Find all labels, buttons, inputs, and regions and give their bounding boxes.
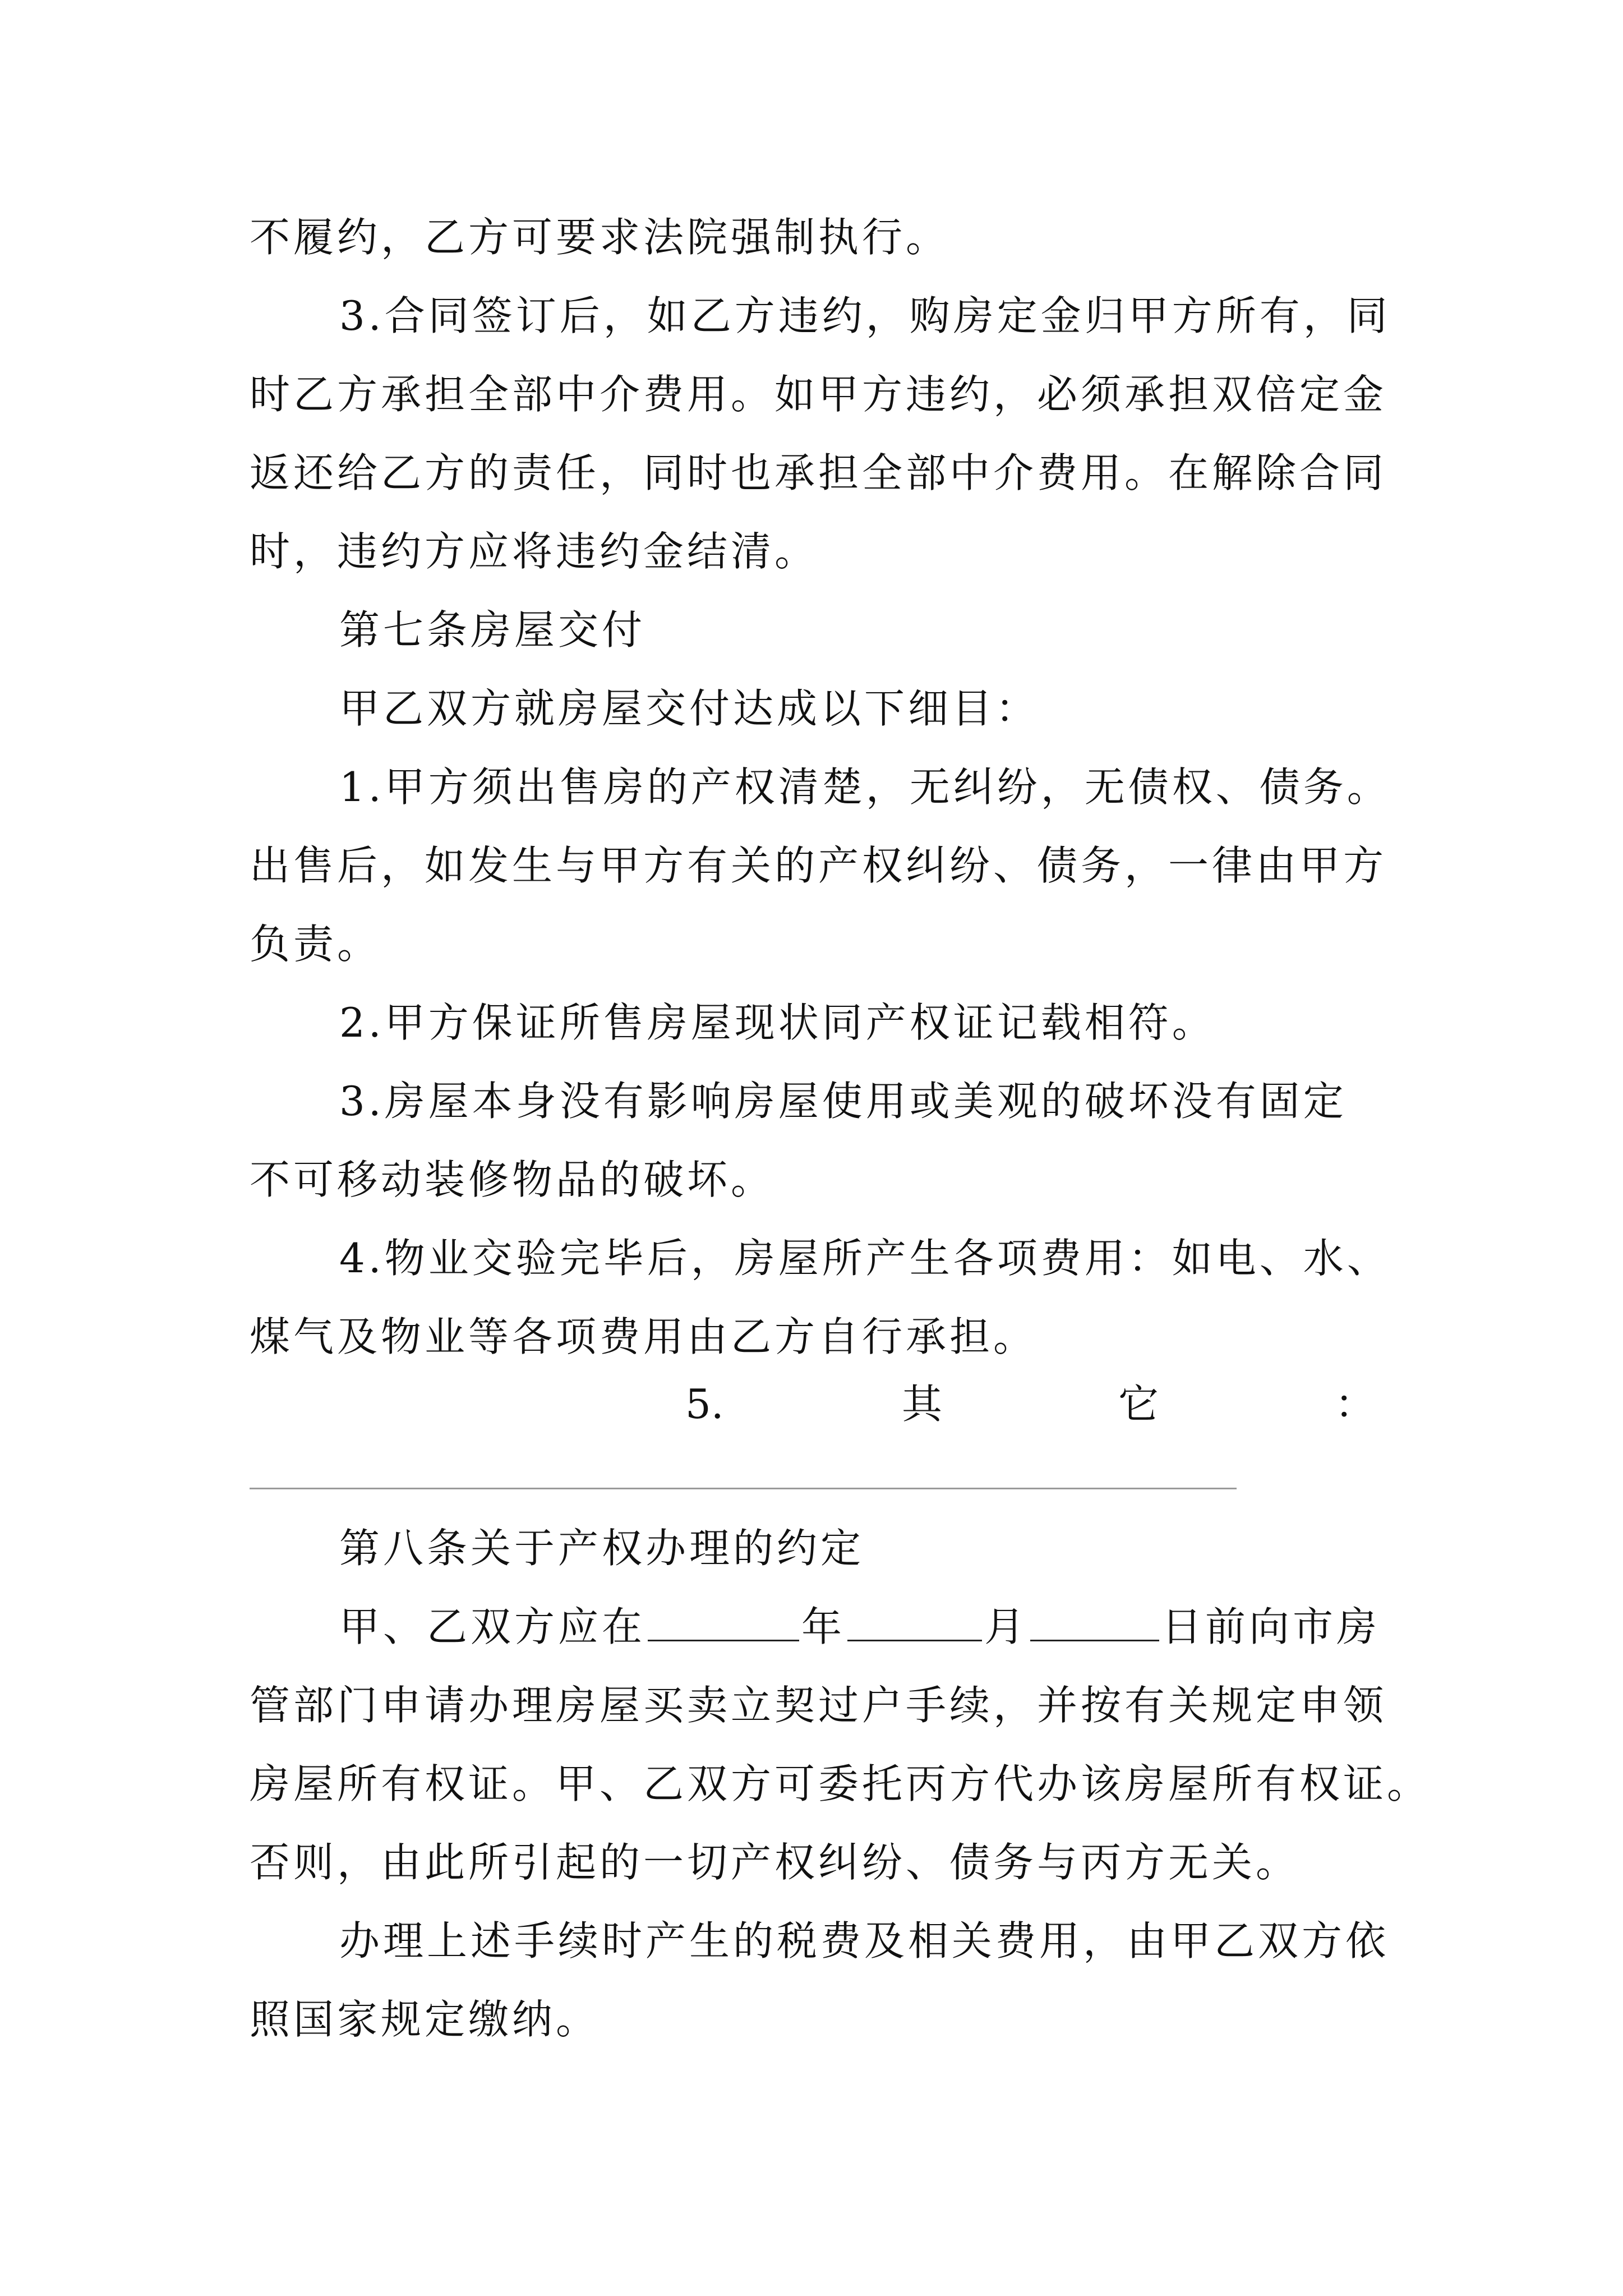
article-8-line-4	[250, 1832, 1394, 1893]
article-8-fees-line-1	[339, 1910, 1394, 1972]
clause-7-1-line-2	[250, 835, 1394, 896]
text-line: 甲乙双方就房屋交付达成以下细目：	[339, 685, 1040, 732]
text-line: 煤气及物业等各项费用由乙方自行承担。	[250, 1313, 1038, 1360]
text-line: 时乙方承担全部中介费用。如甲方违约，必须承担双倍定金	[250, 371, 1387, 418]
fill-in-line	[250, 1488, 1237, 1489]
text-line: 照国家规定缴纳。	[250, 1996, 600, 2043]
paragraph-line-1	[250, 206, 1394, 268]
clause-7-4-line-1	[339, 1227, 1394, 1289]
month-label: 月	[984, 1603, 1029, 1650]
clause-7-3-line-2	[250, 1149, 1394, 1211]
text-line: 不可移动装修物品的破坏。	[250, 1156, 775, 1203]
text-line: 不履约，乙方可要求法院强制执行。	[250, 214, 950, 261]
text-line: 4.物业交验完毕后，房屋所产生各项费用：如电、水、	[339, 1235, 1391, 1282]
section-heading: 第七条房屋交付	[339, 606, 646, 654]
month-blank	[847, 1596, 982, 1641]
article-8-line-3	[250, 1753, 1431, 1815]
article-8-heading	[339, 1517, 1394, 1579]
clause-7-1-line-3	[250, 913, 1394, 975]
text-line: 管部门申请办理房屋买卖立契过户手续，并按有关规定申领	[250, 1682, 1387, 1729]
text-line: 返还给乙方的责任，同时也承担全部中介费用。在解除合同	[250, 449, 1387, 496]
article-7-heading	[339, 599, 1394, 661]
clause-7-5-char-2: 它	[1118, 1381, 1159, 1428]
article-7-intro	[339, 678, 1394, 739]
section-heading: 第八条关于产权办理的约定	[339, 1525, 865, 1572]
clause-6-3-line-3	[250, 442, 1394, 504]
text-line: 房屋所有权证。甲、乙双方可委托丙方代办该房屋所有权证。	[250, 1760, 1431, 1807]
clause-7-2	[339, 992, 1394, 1053]
text-line: 时，违约方应将违约金结清。	[250, 528, 819, 575]
day-blank	[1030, 1596, 1159, 1641]
clause-7-3-line-1	[339, 1070, 1394, 1132]
year-blank	[648, 1596, 799, 1641]
article-8-line-1	[339, 1596, 1394, 1658]
article-8-line-2	[250, 1674, 1394, 1736]
text-line: 负责。	[250, 921, 381, 968]
clause-7-5-number: 5.	[685, 1381, 724, 1428]
text-line: 3.房屋本身没有影响房屋使用或美观的破坏没有固定	[339, 1078, 1347, 1125]
text-line: 办理上述手续时产生的税费及相关费用，由甲乙双方依	[339, 1917, 1390, 1964]
clause-7-5-colon: ：	[1335, 1381, 1376, 1428]
clause-6-3-line-2	[250, 364, 1394, 425]
text-segment: 日前向市房	[1161, 1603, 1381, 1650]
clause-7-4-line-2	[250, 1306, 1394, 1368]
text-segment: 甲、乙双方应在	[339, 1603, 646, 1650]
text-line: 2.甲方保证所售房屋现状同产权证记载相符。	[339, 999, 1216, 1046]
clause-7-5-char-1: 其	[902, 1381, 943, 1428]
text-line: 否则，由此所引起的一切产权纠纷、债务与丙方无关。	[250, 1839, 1300, 1886]
text-line: 出售后，如发生与甲方有关的产权纠纷、债务，一律由甲方	[250, 842, 1387, 889]
clause-7-1-line-1	[339, 756, 1394, 818]
clause-6-3-line-1	[339, 285, 1394, 347]
clause-6-3-line-4	[250, 521, 1394, 582]
year-label: 年	[801, 1603, 846, 1650]
article-8-fees-line-2	[250, 1989, 1394, 2050]
text-line: 1.甲方须出售房的产权清楚，无纠纷，无债权、债务。	[339, 763, 1391, 811]
text-line: 3.合同签订后，如乙方违约，购房定金归甲方所有，同	[339, 292, 1391, 339]
